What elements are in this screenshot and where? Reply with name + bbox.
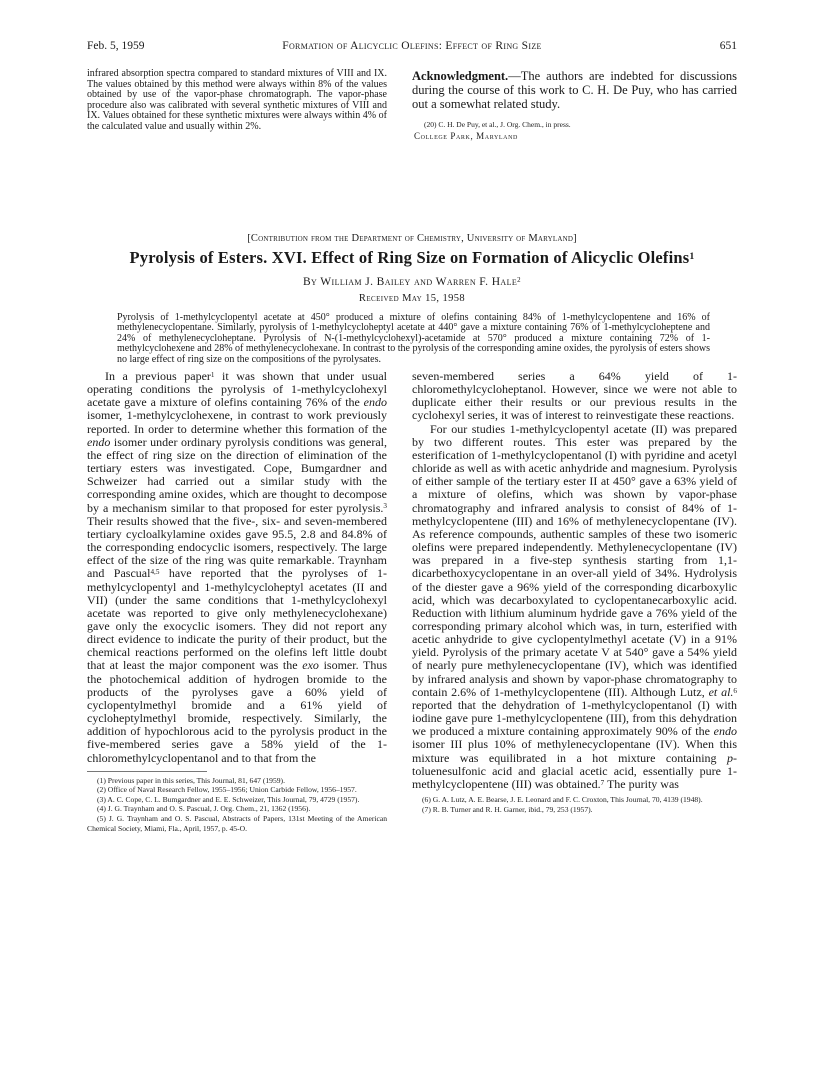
footnote: (7) R. B. Turner and R. H. Garner, ibid., 79, 253 (1957). [422, 804, 593, 814]
italic-term: et al. [708, 684, 734, 699]
footnote: (4) J. G. Traynham and O. S. Pascual, J. Org. Chem., 21, 1362 (1956). [97, 804, 311, 814]
footnote-20: (20) C. H. De Puy, et al., J. Org. Chem., in press. [424, 119, 571, 129]
footnote: (6) G. A. Lutz, A. E. Bearse, J. E. Leonard and F. C. Croxton, This Journal, 70, 4139 (1948). [422, 795, 703, 804]
footnote: (2) Office of Naval Research Fellow, 1955–1956; Union Carbide Fellow, 1956–1957. [97, 785, 357, 795]
footnote: (5) J. G. Traynham and O. S. Pascual, Abstracts of Papers, 131st Meeting of the American Chemical Society, Miami, Fla., April, 1957, p. 45-O. [87, 814, 387, 833]
author-2: Warren F. Hale [435, 276, 518, 288]
footnotes-left [87, 776, 387, 834]
footnote-divider [87, 771, 207, 772]
text-run: Their results showed that the five-, six- and seven-membered tertiary cycloalkylamine oxides gave 95.5, 2.8 and 84.8% of the corresponding endocyclic isomers, respectively. The large effect of the size of the ring was quite remarkable. Traynham and Pascual [87, 513, 387, 581]
body-left-column [87, 370, 387, 833]
italic-term: exo [302, 658, 319, 673]
text-run: reported that the dehydration of 1-methylcyclopentanol (I) with iodine gave pure 1-methylcyclopentene (III), from this dehydration we produced a mixture containing approximately 90% of the [412, 697, 737, 739]
text-run: -toluenesulfonic acid and glacial acetic acid, essentially pure 1-methylcyclopentene (III) was obtained. [412, 750, 737, 791]
issue-date: Feb. 5, 1959 [87, 40, 145, 52]
text-run: For our studies 1-methylcyclopentyl acetate (II) was prepared by two different routes. This ester was prepared by the esterification of 1-methylcyclopentanol (I) with pyridine and acetyl chloride as well as with acetic anhydride and magnesium. Pyrolysis of either sample of the tertiary ester II at 450° gave a 63% yield of a mixture of olefins, which was shown by vapor-phase chromatography and infrared analysis to consist of 84% of 1-methylcyclopentene (III) and 16% of methylenecyclopentane (IV). As reference compounds, authentic samples of these two isomeric olefins were prepared independently. Methylenecyclopentane (IV) was prepared in a five-step synthesis starting from 1,1-dicarbethoxycyclopentane in an over-all yield of 34%. Hydrolysis of the diester gave a 96% yield of the corresponding dicarboxylic acid, which was decarboxylated to cyclopentanecarboxylic acid. Reduction with lithium aluminum hydride gave a 76% yield of the corresponding primary alcohol which was, in turn, esterified with acetic anhydride to give cyclopentylmethyl acetate (V) in a 91% yield. Pyrolysis of the primary acetate V at 540° gave a 54% yield of nearly pure methylenecyclopentane (IV), which was identified by infrared analysis and shown by vapor-phase chromatography to contain 2.6% of 1-methylcyclopentene (III). Although Lutz, [412, 421, 737, 699]
text-run: isomer, 1-methylcyclohexene, in contrast to work previously reported. In order to determine whether this formation of the [87, 408, 387, 436]
italic-term: endo [713, 724, 737, 739]
body-text-right [412, 370, 737, 791]
institution-location: College Park, Maryland [414, 130, 518, 141]
text-run: have reported that the pyrolyses of 1-methylcyclopentyl and 1-methylcycloheptyl acetates (II and VII) (under the same conditions that 1-methylcyclohexyl acetate was reported to give only methylenecyclohexane) gave only the exocyclic isomers. They did not report any direct evidence to indicate the purity of their product, but the chemical reactions performed on the olefins left little doubt that at least the major component was the [87, 566, 387, 673]
paragraph-studies [412, 423, 737, 791]
text-run: isomer. Thus the photochemical addition of hydrogen bromide to the products of the pyrolyses gave a 60% yield of cyclopentylmethyl bromide and a 61% yield of cycloheptylmethyl bromide, respectively. Similarly, the addition of hypochlorous acid to the pyrolysis product in the five-membered series gave a 58% yield of the 1-chloromethylcyclopentanol and to that from the [87, 658, 388, 765]
text-run: The purity was [604, 776, 679, 791]
received-date: Received May 15, 1958 [358, 293, 466, 304]
footnote-ref: 7 [600, 778, 605, 787]
text-run: isomer under ordinary pyrolysis conditions was general, the effect of ring size on the direction of elimination of the tertiary esters was investigated. Cope, Bumgardner and Schweizer had carried out a similar study with the corresponding amine oxides, which are thought to decompose by a mechanism similar to that proposed for ester pyrolysis. [87, 434, 387, 515]
body-text-left [87, 370, 387, 765]
paragraph-intro [87, 370, 387, 765]
author-line [87, 276, 737, 288]
text-run: it was shown that under usual operating conditions the pyrolysis of 1-methylcyclohexyl acetate gave a mixture of olefins containing 76% of the [87, 369, 388, 410]
article-title-text: Pyrolysis of Esters. XVI. Effect of Ring Size on Formation of Alicyclic Olefins [129, 248, 690, 267]
running-title: Formation of Alicyclic Olefins: Effect of Ring Size [282, 40, 542, 52]
footnote: (3) A. C. Cope, C. L. Bumgardner and E. E. Schweizer, This Journal, 79, 4729 (1957). [97, 794, 360, 804]
previous-article-acknowledgment [412, 69, 737, 141]
body-right-column [412, 370, 737, 814]
author-1: William J. Bailey [320, 276, 411, 288]
text-run: isomer III plus 10% of methylenecyclopentane (IV). When this mixture was equilibrated in a hot mixture containing [412, 737, 737, 765]
page-number: 651 [719, 40, 737, 52]
italic-term: endo [363, 395, 387, 410]
running-header [87, 40, 737, 56]
footnote-ref: 3 [383, 502, 387, 511]
and-word: and [414, 276, 433, 288]
footnote-ref: 1 [210, 370, 215, 379]
previous-article-tail: infrared absorption spectra compared to standard mixtures of VIII and IX. The values obtained by this method were always within 8% of the values obtained by use of the vapor-phase chromatograph. The vapor-phase procedure also was calibrated with several synthetic mixtures of VIII and IX. Values obtained for these synthetic mixtures were always within 4% of the calculated value and usually within 2%. [87, 68, 387, 132]
footnote-ref: 4,5 [150, 568, 160, 577]
article-title [87, 248, 737, 268]
footnotes-right [412, 795, 737, 814]
footnote-ref: 6 [733, 686, 738, 695]
acknowledgment-heading: Acknowledgment. [412, 69, 509, 83]
contribution-line: [Contribution from the Department of Chemistry, University of Maryland] [247, 233, 577, 244]
abstract: Pyrolysis of 1-methylcyclopentyl acetate at 450° produced a mixture of olefins containing 84% of 1-methylcyclopentene and 16% of methylenecyclopentane. Similarly, pyrolysis of 1-methylcycloheptyl acetate at 440° gave a mixture containing 76% of 1-methylcycloheptene and 24% of methylenecycloheptane. Pyrolysis of N-(1-methylcyclohexyl)-acetamide at 570° produced a mixture containing 72% of 1-methylcyclohexene and 28% of methylenecyclohexane. In contrast to the pyrolysis of the corresponding amine oxides, the pyrolysis of esters shows no large effect of ring size on the compositions of the pyrolysates. [117, 312, 710, 365]
title-footnote-mark: 1 [689, 250, 695, 262]
text-run: In a previous paper [105, 369, 211, 383]
by-word: By [302, 276, 318, 288]
italic-term: endo [87, 434, 111, 449]
acknowledgment-text: —The authors are indebted for discussions during the course of this work to C. H. De Puy, who has carried out a somewhat related study. [412, 69, 737, 112]
footnote: (1) Previous paper in this series, This Journal, 81, 647 (1959). [97, 775, 285, 785]
acknowledgment-paragraph [412, 69, 737, 112]
author-2-footnote-mark: 2 [517, 276, 522, 284]
paragraph-continued: seven-membered series a 64% yield of 1-chloromethylcycloheptanol. However, since we were not able to duplicate either their results or our previous results in the cyclohexyl series, it was of interest to reinvestigate these reactions. [412, 369, 737, 423]
italic-term: p [727, 750, 733, 765]
